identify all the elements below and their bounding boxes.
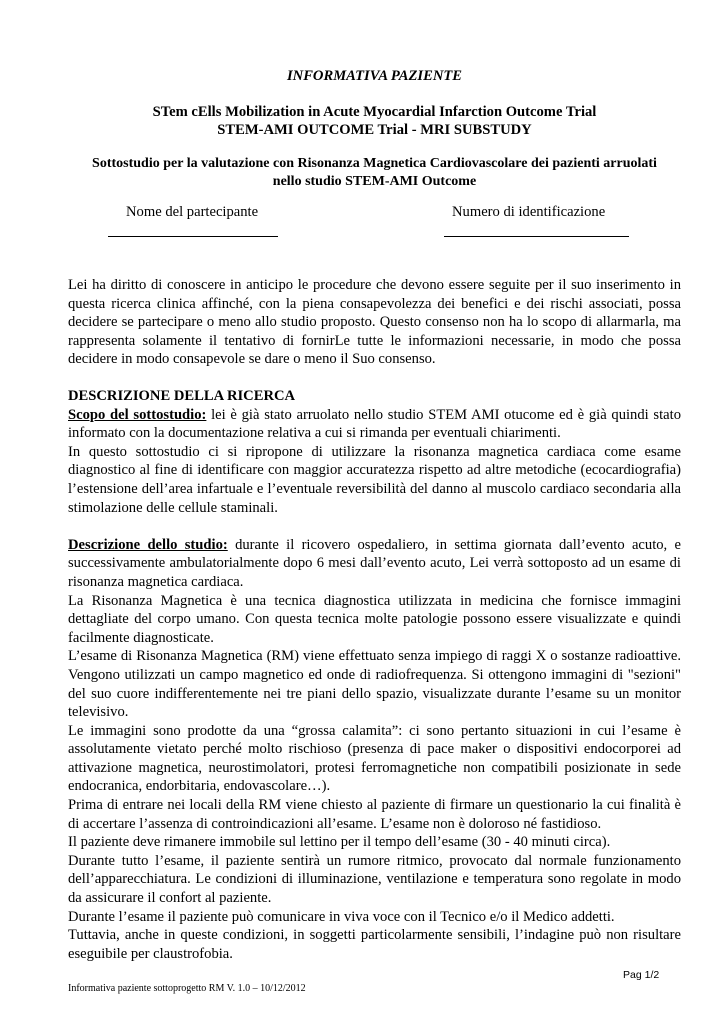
substudy-title-line: Sottostudio per la valutazione con Risonanza Magnetica Cardiovascolare dei pazienti arruolati xyxy=(92,156,657,171)
intro-line: decidere in modo consapevole se dare o meno il Suo consenso. xyxy=(68,351,436,368)
blank-line xyxy=(68,517,681,536)
study-line: televisivo. xyxy=(68,704,129,721)
intro-line: rappresenta solamente il tentativo di fornirLe tutte le informazioni necessarie, in modo che possa xyxy=(68,332,681,349)
study-line: Prima di entrare nei locali della RM viene chiesto al paziente di firmare un questionario la cui finalità è xyxy=(68,797,681,814)
study-line: successivamente ambulatorialmente dopo 6 mesi dall’evento acuto, Lei verrà sottoposto ad un esame di xyxy=(68,555,681,572)
identification-number-field[interactable] xyxy=(444,236,629,237)
intro-line: decidere se partecipare o meno allo studio proposto. Questo consenso non ha lo scopo di allarmarla, ma xyxy=(68,314,681,331)
study-line: assolutamente vietato perché molto rischioso (presenza di pace maker o dispositivi endocorporei ad xyxy=(68,741,681,758)
trial-title xyxy=(68,103,681,139)
scope-line: informato con la documentazione relativa a cui si rimanda per eventuali chiarimenti. xyxy=(68,425,561,442)
study-line: La Risonanza Magnetica è una tecnica diagnostica utilizzata in medicina che fornisce immagini xyxy=(68,592,681,609)
intro-line: questa ricerca clinica affinché, con la piena consapevolezza dei benefici e dei rischi associati, possa xyxy=(68,295,681,312)
study-line: dell’apparecchiatura. Le condizioni di illuminazione, ventilazione e temperatura sono regolate in modo xyxy=(68,871,681,888)
document-title: INFORMATIVA PAZIENTE xyxy=(286,68,463,84)
study-line: Durante tutto l’esame, il paziente sentirà un rumore ritmico, provocato dal normale funzionamento xyxy=(68,852,681,869)
scope-line: l’estensione dell’area infartuale e l’eventuale reversibilità del danno al muscolo cardiaco secondaria alla xyxy=(68,480,681,497)
substudy-title-line: nello studio STEM-AMI Outcome xyxy=(272,174,477,189)
identification-number-label: Numero di identificazione xyxy=(452,204,606,220)
scope-line: stimolazione delle cellule staminali. xyxy=(68,499,278,516)
scope-line: In questo sottostudio ci si ripropone di utilizzare la risonanza magnetica cardiaca come esame xyxy=(68,443,681,460)
intro-paragraph xyxy=(68,276,681,369)
study-line: del suo cuore indifferentemente nei tre piani dello spazio, visualizzate durante l’esame su un monitor xyxy=(68,685,681,702)
study-text: durante il ricovero ospedaliero, in settima giornata dall’evento acuto, e xyxy=(227,536,681,553)
scope-label: Scopo del sottostudio: xyxy=(68,406,207,423)
substudy-title xyxy=(68,155,681,191)
section-heading: DESCRIZIONE DELLA RICERCA xyxy=(68,388,296,404)
study-line: L’esame di Risonanza Magnetica (RM) viene effettuato senza impiego di raggi X o sostanze radioattive. xyxy=(68,648,681,665)
scope-line: diagnostico al fine di identificare con maggior accuratezza rispetto ad altre metodiche (ecocardiografia) xyxy=(68,462,681,479)
study-line xyxy=(68,536,681,555)
study-line: Durante l’esame il paziente può comunicare in viva voce con il Tecnico e/o il Medico addetti. xyxy=(68,908,615,925)
trial-title-line: STem cElls Mobilization in Acute Myocardial Infarction Outcome Trial xyxy=(152,104,597,120)
study-line: risonanza magnetica cardiaca. xyxy=(68,573,244,590)
scope-line xyxy=(68,406,681,425)
page-number: Pag 1/2 xyxy=(623,969,660,981)
study-line: Il paziente deve rimanere immobile sul lettino per il tempo dell’esame (30 - 40 minuti circa). xyxy=(68,834,611,851)
study-description-label: Descrizione dello studio: xyxy=(68,536,228,553)
study-line: da assicurare il confort al paziente. xyxy=(68,890,272,907)
study-line: Tuttavia, anche in queste condizioni, in soggetti particolarmente sensibili, l’indagine può non risultare xyxy=(68,927,681,944)
study-line: dettagliate del corpo umano. Con questa tecnica molte patologie possono essere visualizzate e quindi xyxy=(68,611,681,628)
participant-name-field[interactable] xyxy=(108,236,278,237)
intro-line: Lei ha diritto di conoscere in anticipo le procedure che devono essere seguite per il suo inserimento in xyxy=(68,277,681,293)
study-line: di accertare l’assenza di controindicazioni all’esame. L’esame non è doloroso né fastidioso. xyxy=(68,815,602,832)
study-line: endocranica, endorbitaria, endovascolare…). xyxy=(68,778,331,795)
scope-text: lei è già stato arruolato nello studio STEM AMI otucome ed è già quindi stato xyxy=(206,406,681,423)
footer-document-info: Informativa paziente sottoprogetto RM V. 1.0 – 10/12/2012 xyxy=(68,983,306,994)
study-line: Vengono utilizzati un campo magnetico ed onde di radiofrequenza. Si ottengono immagini di "sezioni" xyxy=(68,666,681,683)
trial-subtitle-line: STEM-AMI OUTCOME Trial - MRI SUBSTUDY xyxy=(217,122,532,138)
research-description-section xyxy=(68,387,681,963)
study-line: Le immagini sono prodotte da una “grossa calamita”: ci sono pertanto situazioni in cui l’esame è xyxy=(68,722,681,739)
participant-name-label: Nome del partecipante xyxy=(126,204,259,220)
study-line: facilmente diagnosticate. xyxy=(68,629,214,646)
study-line: attivazione magnetica, neurostimolatori, protesi ferromagnetiche non compatibili posizionate in sede xyxy=(68,759,681,776)
study-line: eseguibile per claustrofobia. xyxy=(68,945,233,962)
